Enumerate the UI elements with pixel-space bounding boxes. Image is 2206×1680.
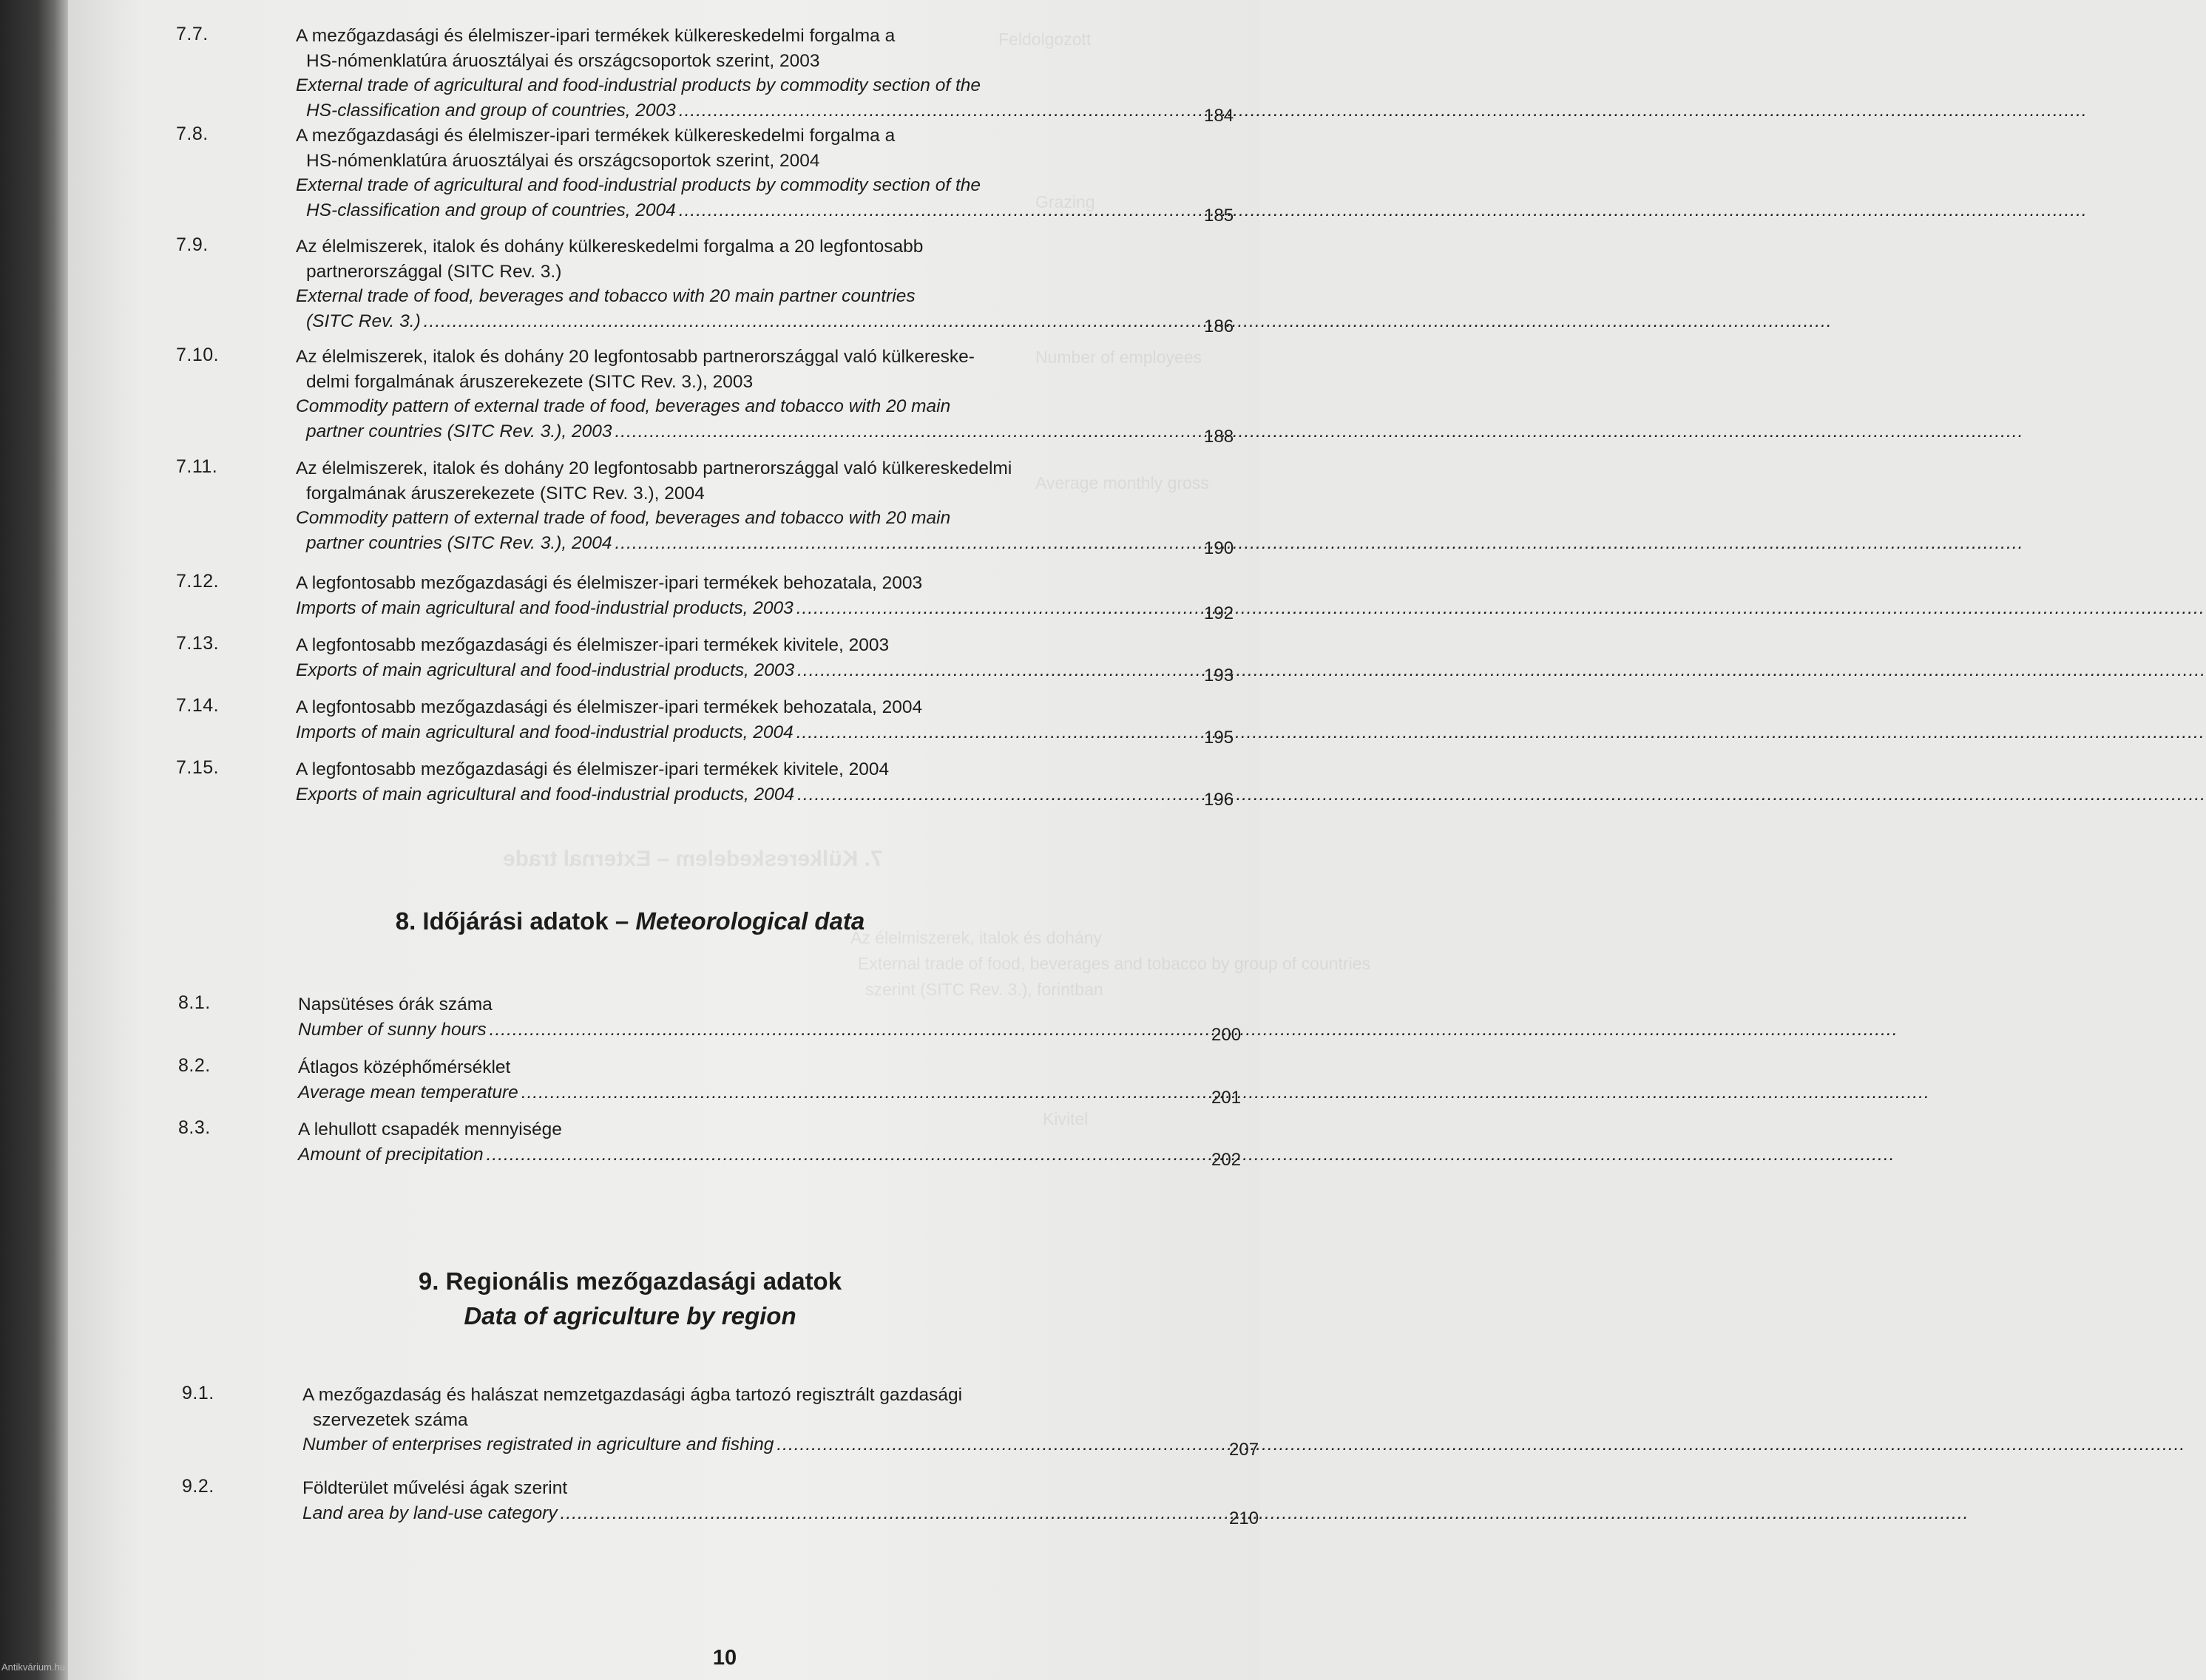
- dot-leader: [777, 1432, 2185, 1457]
- entry-title-en: Number of enterprises registrated in agriculture and fishing: [302, 1435, 774, 1454]
- entry-title-hu: Az élelmiszerek, italok és dohány 20 legfontosabb partnerországgal való külkereske-: [296, 347, 975, 367]
- entry-title-en: External trade of food, beverages and tobacco with 20 main partner countries: [296, 286, 916, 306]
- entry-title-en: Imports of main agricultural and food-industrial products, 2004: [296, 722, 794, 742]
- entry-title-line-with-leader: [296, 531, 1170, 556]
- entry-title-en: External trade of agricultural and food-industrial products by commodity section of the: [296, 75, 981, 95]
- entry-title-line-with-leader: [302, 1501, 1164, 1526]
- dot-leader: [615, 531, 2024, 556]
- entry-title-line-with-leader: [298, 1142, 1167, 1168]
- entry-title-hu: A mezőgazdasági és élelmiszer-ipari termékek külkereskedelmi forgalma a: [296, 126, 896, 146]
- entry-title-hu: A legfontosabb mezőgazdasági és élelmiszer-ipari termékek kivitele, 2003: [296, 635, 890, 655]
- entry-title-en: External trade of agricultural and food-industrial products by commodity section of the: [296, 175, 981, 195]
- watermark: Antikvárium.hu: [1, 1662, 65, 1673]
- entry-title-line-with-leader: [296, 596, 1160, 621]
- ghost-line: Grazing: [1035, 192, 1095, 211]
- entry-title-en: Number of sunny hours: [298, 1019, 487, 1040]
- entry-title-hu: A lehullott csapadék mennyisége: [298, 1120, 562, 1139]
- entry-title-en: HS-classification and group of countries, 2003: [306, 100, 676, 121]
- entry-title-hu: Földterület művelési ágak szerint: [302, 1478, 568, 1498]
- entry-title-hu: HS-nómenklatúra áruosztályai és országcsoportok szerint, 2003: [306, 50, 820, 71]
- entry-number: 7.13.: [176, 633, 220, 654]
- entry-title-en: HS-classification and group of countries, 2004: [306, 200, 676, 220]
- entry-number: 7.15.: [176, 757, 220, 778]
- entry-title-hu: HS-nómenklatúra áruosztályai és országcsoportok szerint, 2004: [306, 150, 820, 171]
- section-8-title-hu: 8. Időjárási adatok –: [395, 907, 636, 935]
- entry-page-number: 193: [1204, 665, 1234, 685]
- entry-page-number: 186: [1204, 316, 1234, 336]
- ghost-line: External trade of food, beverages and tobacco by group of countries: [858, 954, 1370, 973]
- entry-number: 7.14.: [176, 695, 220, 716]
- entry-title-en: (SITC Rev. 3.): [306, 311, 421, 331]
- entry-number: 8.1.: [178, 992, 211, 1013]
- dot-leader: [796, 596, 2205, 621]
- entry-title-line-with-leader: [296, 658, 1160, 683]
- entry-number: 7.9.: [176, 234, 209, 255]
- entry-number: 7.10.: [176, 345, 220, 365]
- entry-title-en: Land area by land-use category: [302, 1503, 558, 1523]
- dot-leader: [490, 1017, 1898, 1043]
- entry-number: 7.7.: [176, 24, 209, 44]
- entry-page-number: 200: [1211, 1024, 1242, 1045]
- entry-title-hu: delmi forgalmának áruszerekezete (SITC Rev. 3.), 2003: [306, 371, 754, 392]
- entry-page-number: 202: [1211, 1149, 1242, 1170]
- ghost-line: szerint (SITC Rev. 3.), forintban: [865, 980, 1103, 999]
- section-8-title-en: Meteorological data: [635, 907, 865, 935]
- section-9-heading-hu: 9. Regionális mezőgazdasági adatok: [418, 1267, 842, 1295]
- dot-leader: [797, 658, 2206, 683]
- entry-title-line-with-leader: [298, 1080, 1167, 1105]
- entry-title-line-with-leader: [296, 98, 1170, 123]
- entry-title-hu: Az élelmiszerek, italok és dohány külkereskedelmi forgalma a 20 legfontosabb: [296, 237, 924, 257]
- entry-page-number: 188: [1204, 426, 1234, 447]
- entry-page-number: 207: [1229, 1440, 1259, 1460]
- entry-title-hu: szervezetek száma: [313, 1409, 468, 1430]
- entry-page-number: 195: [1204, 727, 1234, 748]
- ghost-line: 7. Külkereskedelem – External trade: [503, 847, 883, 871]
- entry-title-en: partner countries (SITC Rev. 3.), 2004: [306, 532, 612, 553]
- entry-page-number: 185: [1204, 205, 1234, 226]
- entry-title-hu: Az élelmiszerek, italok és dohány 20 legfontosabb partnerországgal való külkereskedelmi: [296, 458, 1012, 478]
- ghost-line: Feldolgozott: [998, 30, 1092, 49]
- entry-title-en: Commodity pattern of external trade of food, beverages and tobacco with 20 main: [296, 508, 951, 528]
- entry-title-hu: partnerországgal (SITC Rev. 3.): [306, 261, 562, 282]
- entry-number: 8.3.: [178, 1117, 211, 1138]
- entry-number: 7.11.: [176, 456, 218, 477]
- entry-page-number: 196: [1204, 789, 1234, 810]
- entry-title-en: Commodity pattern of external trade of food, beverages and tobacco with 20 main: [296, 396, 951, 416]
- dot-leader: [679, 98, 2088, 123]
- section-9-heading-en: Data of agriculture by region: [464, 1302, 796, 1330]
- entry-title-hu: A legfontosabb mezőgazdasági és élelmiszer-ipari termékek behozatala, 2003: [296, 573, 923, 593]
- dot-leader: [424, 309, 1833, 334]
- entry-title-en: Imports of main agricultural and food-industrial products, 2003: [296, 597, 794, 618]
- dot-leader: [679, 198, 2088, 223]
- entry-title-en: Amount of precipitation: [298, 1144, 484, 1165]
- entry-title-line-with-leader: [296, 198, 1170, 223]
- entry-title-en: Average mean temperature: [298, 1082, 518, 1102]
- ghost-line: Kivitel: [1043, 1109, 1089, 1128]
- entry-page-number: 190: [1204, 538, 1234, 558]
- entry-title-hu: A mezőgazdasági és élelmiszer-ipari termékek külkereskedelmi forgalma a: [296, 26, 896, 46]
- section-8-heading: [0, 907, 1260, 935]
- entry-page-number: 210: [1229, 1508, 1259, 1528]
- entry-number: 7.12.: [176, 571, 220, 592]
- entry-title-hu: A mezőgazdaság és halászat nemzetgazdasági ágba tartozó regisztrált gazdasági: [302, 1385, 963, 1405]
- ghost-line: Az élelmiszerek, italok és dohány: [850, 928, 1103, 947]
- entry-page-number: 192: [1204, 603, 1234, 623]
- entry-title-hu: A legfontosabb mezőgazdasági és élelmiszer-ipari termékek behozatala, 2004: [296, 697, 923, 717]
- entry-page-number: 201: [1211, 1087, 1242, 1108]
- entry-title-line-with-leader: [296, 309, 1170, 334]
- dot-leader: [561, 1501, 1969, 1526]
- entry-title-line-with-leader: [302, 1432, 1164, 1457]
- entry-title-en: Exports of main agricultural and food-industrial products, 2003: [296, 660, 795, 680]
- entry-number: 9.2.: [182, 1476, 214, 1497]
- ghost-line: Number of employees: [1035, 348, 1202, 367]
- dot-leader: [487, 1142, 1895, 1168]
- entry-number: 7.8.: [176, 123, 209, 144]
- entry-number: 8.2.: [178, 1055, 211, 1076]
- dot-leader: [615, 419, 2024, 444]
- dot-leader: [796, 720, 2205, 745]
- entry-number: 9.1.: [182, 1383, 214, 1403]
- entry-title-line-with-leader: [296, 782, 1160, 807]
- entry-title-hu: forgalmának áruszerekezete (SITC Rev. 3.), 2004: [306, 483, 705, 504]
- entry-page-number: 184: [1204, 105, 1234, 126]
- entry-title-line-with-leader: [298, 1017, 1167, 1043]
- entry-title-hu: Napsütéses órák száma: [298, 995, 493, 1015]
- page-number: 10: [712, 1646, 737, 1670]
- entry-title-en: partner countries (SITC Rev. 3.), 2003: [306, 421, 612, 441]
- entry-title-line-with-leader: [296, 419, 1170, 444]
- entry-title-hu: A legfontosabb mezőgazdasági és élelmiszer-ipari termékek kivitele, 2004: [296, 759, 890, 779]
- dot-leader: [797, 782, 2206, 807]
- entry-title-en: Exports of main agricultural and food-industrial products, 2004: [296, 784, 795, 805]
- entry-title-hu: Átlagos középhőmérséklet: [298, 1057, 511, 1077]
- entry-title-line-with-leader: [296, 720, 1160, 745]
- ghost-line: Average monthly gross: [1035, 473, 1209, 492]
